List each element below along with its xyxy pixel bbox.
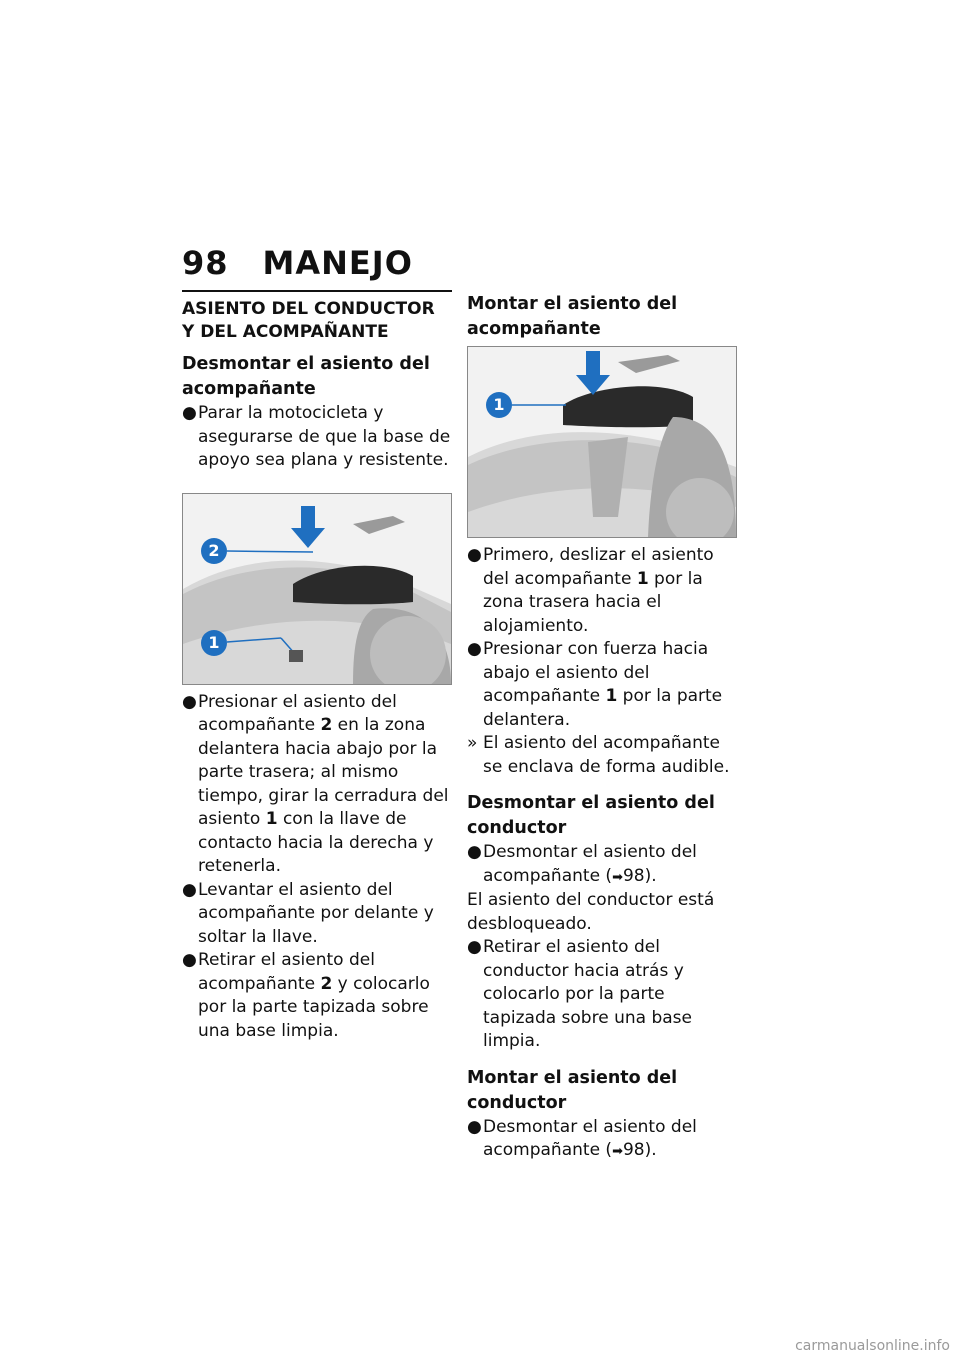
bullet-icon: ● bbox=[182, 691, 197, 712]
section-rule bbox=[182, 290, 452, 292]
list-item: ● Desmontar el asiento del acompañante (➡98). bbox=[467, 842, 697, 886]
section-title: ASIENTO DEL CONDUCTOR Y DEL ACOMPAÑANTE bbox=[182, 299, 435, 342]
list-item: ● Presionar el asiento del acompañante 2 en la zona delantera hacia abajo por la parte trasera; al mismo tiempo, girar la cerradura del asiento 1 con la llave de contacto hacia la derecha y retenerla. bbox=[182, 691, 449, 876]
status-note: El asiento del conductor está desbloqueado. bbox=[467, 890, 715, 934]
result-item: » El asiento del acompañante se enclava de forma audible. bbox=[467, 733, 730, 777]
callout-1: 1 bbox=[201, 630, 227, 656]
subheading-remove-passenger-seat: Desmontar el asiento del acompañante bbox=[182, 354, 430, 399]
bullet-icon: ● bbox=[182, 879, 197, 900]
bullet-icon: ● bbox=[182, 403, 197, 423]
subheading-install-rider-seat: Montar el asiento del conductor bbox=[467, 1067, 678, 1113]
result-arrow-icon: » bbox=[467, 733, 478, 753]
bullet-icon: ● bbox=[467, 937, 482, 957]
seat-illustration bbox=[183, 494, 451, 684]
page-reference-arrow-icon: ➡ bbox=[612, 1144, 623, 1159]
watermark: carmanualsonline.info bbox=[795, 1338, 950, 1354]
list-item: ● Presionar con fuerza hacia abajo el asiento del acompañante 1 por la parte delantera. bbox=[467, 639, 723, 730]
right-column bbox=[467, 290, 737, 1164]
bullet-icon: ● bbox=[467, 842, 482, 862]
list-item: ● Parar la motocicleta y asegurarse de que la base de apoyo sea plana y resistente. bbox=[182, 403, 451, 470]
subheading-remove-rider-seat: Desmontar el asiento del conductor bbox=[467, 793, 715, 838]
seat-illustration bbox=[468, 347, 736, 537]
list-item: ● Retirar el asiento del acompañante 2 y colocarlo por la parte tapizada sobre una base limpia. bbox=[182, 950, 430, 1041]
bullet-icon: ● bbox=[467, 639, 482, 659]
page-number: 98 bbox=[182, 244, 229, 282]
callout-2: 2 bbox=[201, 538, 227, 564]
page-reference[interactable]: 98 bbox=[622, 865, 645, 886]
bullet-icon: ● bbox=[182, 950, 197, 970]
page-reference-arrow-icon: ➡ bbox=[612, 869, 623, 885]
bullet-icon: ● bbox=[467, 1116, 482, 1137]
list-item: ● Levantar el asiento del acompañante por delante y soltar la llave. bbox=[182, 879, 434, 947]
list-item: ● Desmontar el asiento del acompañante (➡98). bbox=[467, 1116, 697, 1160]
figure-passenger-seat-install bbox=[467, 346, 737, 538]
page-reference[interactable]: 98 bbox=[622, 1140, 645, 1160]
list-item: ● Primero, deslizar el asiento del acompañante 1 por la zona trasera hacia el alojamiento. bbox=[467, 545, 714, 636]
callout-1: 1 bbox=[486, 392, 512, 418]
figure-passenger-seat-removal bbox=[182, 493, 452, 685]
list-item: ● Retirar el asiento del conductor hacia atrás y colocarlo por la parte tapizada sobre una base limpia. bbox=[467, 937, 692, 1051]
subheading-install-passenger-seat: Montar el asiento del acompañante bbox=[467, 294, 678, 339]
bullet-icon: ● bbox=[467, 545, 482, 565]
page-header bbox=[182, 244, 413, 282]
chapter-title: MANEJO bbox=[262, 244, 413, 282]
left-column bbox=[182, 290, 452, 1043]
